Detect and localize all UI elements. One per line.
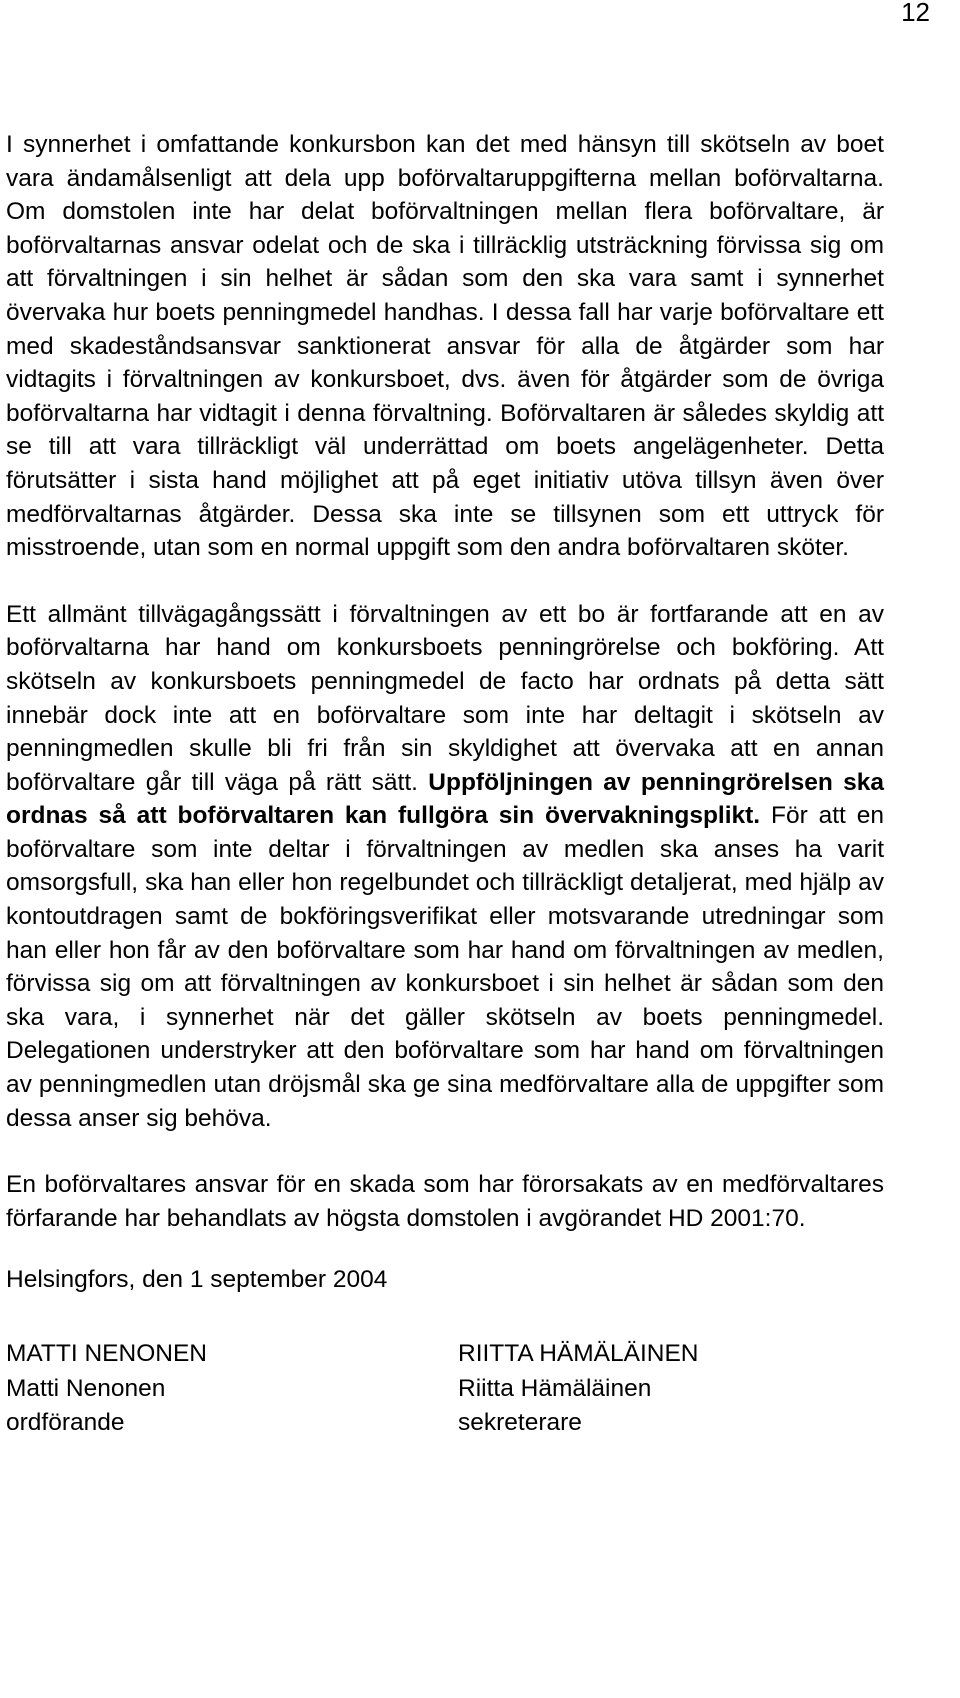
paragraph-2-bold-sentence: Uppföljningen av penningrörelsen ska ordnas så att boförvaltaren kan fullgöra sin övervakningsplikt.: [6, 768, 884, 830]
signatory-name-caps: RIITTA HÄMÄLÄINEN: [458, 1340, 699, 1367]
signatory-name-caps: MATTI NENONEN: [6, 1340, 207, 1367]
paragraph-2-end: För att en boförvaltare som inte deltar i förvaltningen av medlen ska anses ha varit omsorgsfull, ska han eller hon regelbundet och tillräckligt detaljerat, med hjälp av kontoutdragen samt de bokföringsverifikat eller motsvarande utredningar som han eller hon får av den boförvaltare som har hand om förvaltningen av medlen, förvissa sig om att förvaltningen av konkursboet i sin helhet är sådan som den ska vara, i synnerhet när det gäller skötseln av boets penningmedel. Delegationen understryker att den boförvaltare som har hand om förvaltningen av penningmedlen utan dröjsmål ska ge sina medförvaltare alla de uppgifter som dessa anser sig behöva.: [6, 802, 884, 1132]
signatory-name: Riitta Hämäläinen: [458, 1374, 652, 1402]
place-date: Helsingfors, den 1 september 2004: [6, 1266, 388, 1294]
paragraph-2: [6, 598, 884, 1136]
signatory-title: ordförande: [6, 1409, 125, 1437]
paragraph-1: I synnerhet i omfattande konkursbon kan det med hänsyn till skötseln av boet vara ändamålsenligt att dela upp boförvaltaruppgifterna mellan boförvaltarna. Om domstolen inte har delat boförvaltningen mellan flera boförvaltare, är boförvaltarnas ansvar odelat och de ska i tillräcklig utsträckning förvissa sig om att förvaltningen i sin helhet är sådan som den ska vara samt i synnerhet övervaka hur boets penningmedel handhas. I dessa fall har varje boförvaltare ett med skadeståndsansvar sanktionerat ansvar för alla de åtgärder som har vidtagits i förvaltningen av konkursboet, dvs. även för åtgärder som de övriga boförvaltarna har vidtagit i denna förvaltning. Boförvaltaren är således skyldig att se till att vara tillräckligt väl underrättad om boets angelägenheter. Detta förutsätter i sista hand möjlighet att på eget initiativ utöva tillsyn även över medförvaltarnas åtgärder. Dessa ska inte se tillsynen som ett uttryck för misstroende, utan som en normal uppgift som den andra boförvaltaren sköter.: [6, 131, 884, 562]
signature-block: [6, 1337, 884, 1441]
signatory-title: sekreterare: [458, 1409, 582, 1437]
document-body: [6, 128, 884, 1441]
signature-right: [458, 1337, 699, 1441]
paragraph-2-start: Ett allmänt tillvägagångssätt i förvaltningen av ett bo är fortfarande att en av boförvaltarna har hand om konkursboets penningrörelse och bokföring. Att skötseln av konkursboets penningmedel de facto har ordnats på detta sätt innebär dock inte att en boförvaltare som inte har deltagit i skötseln av penningmedlen skulle bli fri från sin skyldighet att övervaka att en annan boförvaltare går till väga på rätt sätt.: [6, 600, 884, 796]
page-number: 12: [901, 0, 930, 27]
signature-left: [6, 1337, 458, 1441]
signatory-name: Matti Nenonen: [6, 1374, 166, 1402]
paragraph-3: En boförvaltares ansvar för en skada som har förorsakats av en medförvaltares förfarande har behandlats av högsta domstolen i avgörandet HD 2001:70.: [6, 1171, 884, 1232]
